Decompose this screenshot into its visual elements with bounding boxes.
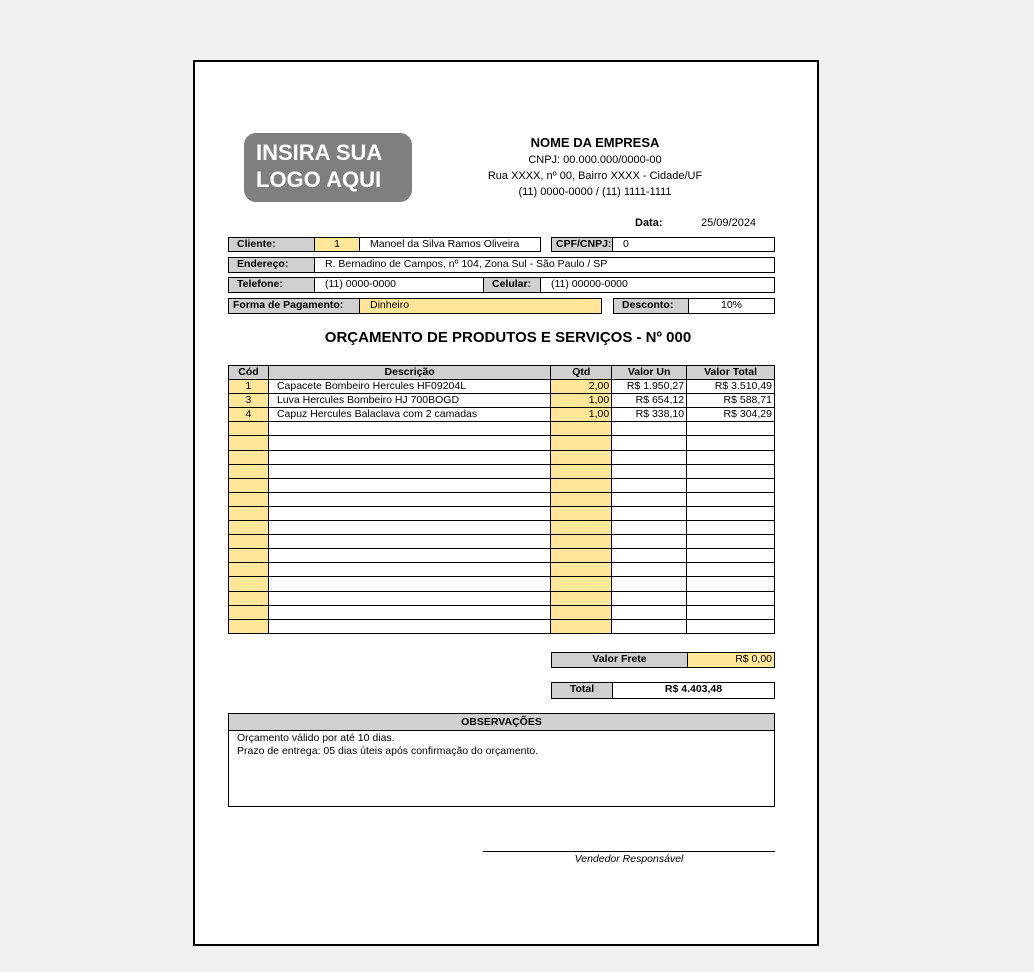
empty-table-row <box>229 591 775 605</box>
cell-valor-un: R$ 1.950,27 <box>612 380 687 394</box>
empty-cell <box>551 577 612 591</box>
total-label: Total <box>551 682 613 699</box>
empty-cell <box>612 549 687 563</box>
freight-value: R$ 0,00 <box>687 652 775 668</box>
empty-cell <box>612 605 687 619</box>
empty-cell <box>268 521 550 535</box>
freight-label: Valor Frete <box>551 652 688 668</box>
payment-value: Dinheiro <box>359 298 602 314</box>
empty-cell <box>268 506 550 520</box>
empty-table-row <box>229 605 775 619</box>
total-value: R$ 4.403,48 <box>612 682 775 699</box>
empty-cell <box>551 464 612 478</box>
empty-cell <box>229 619 269 633</box>
cell-cod: 3 <box>229 394 269 408</box>
company-name: NOME DA EMPRESA <box>530 135 660 150</box>
address-label: Endereço: <box>228 257 315 273</box>
cell-valor-total: R$ 3.510,49 <box>687 380 775 394</box>
company-cnpj: CNPJ: 00.000.000/0000-00 <box>528 154 662 166</box>
empty-cell <box>268 619 550 633</box>
empty-cell <box>612 563 687 577</box>
empty-cell <box>229 563 269 577</box>
empty-cell <box>229 450 269 464</box>
date-value: 25/09/2024 <box>701 217 757 229</box>
empty-cell <box>612 478 687 492</box>
empty-cell <box>687 478 775 492</box>
empty-cell <box>229 535 269 549</box>
empty-cell <box>612 521 687 535</box>
empty-cell <box>268 591 550 605</box>
quote-document <box>193 60 819 946</box>
empty-cell <box>687 605 775 619</box>
empty-cell <box>268 478 550 492</box>
empty-cell <box>687 619 775 633</box>
empty-cell <box>687 535 775 549</box>
empty-cell <box>268 535 550 549</box>
empty-cell <box>551 619 612 633</box>
empty-cell <box>687 591 775 605</box>
empty-table-row <box>229 422 775 436</box>
client-label: Cliente: <box>228 237 315 252</box>
observation-line-2: Prazo de entrega: 05 dias úteis após confirmação do orçamento. <box>237 745 539 757</box>
empty-cell <box>551 506 612 520</box>
empty-table-row <box>229 450 775 464</box>
empty-cell <box>687 450 775 464</box>
phone-label: Telefone: <box>228 277 315 293</box>
empty-cell <box>268 436 550 450</box>
discount-label: Desconto: <box>613 298 689 314</box>
empty-table-row <box>229 535 775 549</box>
empty-table-row <box>229 563 775 577</box>
company-phones: (11) 0000-0000 / (11) 1111-1111 <box>518 186 672 198</box>
empty-cell <box>268 422 550 436</box>
empty-cell <box>687 492 775 506</box>
empty-cell <box>612 450 687 464</box>
empty-cell <box>268 450 550 464</box>
doc-label: CPF/CNPJ: <box>551 237 613 252</box>
empty-cell <box>687 422 775 436</box>
header-valor-un: Valor Un <box>612 366 687 380</box>
empty-cell <box>551 563 612 577</box>
empty-table-row <box>229 464 775 478</box>
empty-cell <box>229 478 269 492</box>
empty-cell <box>551 521 612 535</box>
cell-descricao: Capacete Bombeiro Hercules HF09204L <box>268 380 550 394</box>
signature-line <box>483 851 775 852</box>
empty-cell <box>229 422 269 436</box>
cell-valor-un: R$ 654,12 <box>612 394 687 408</box>
doc-value: 0 <box>612 237 775 252</box>
items-body <box>229 380 775 634</box>
empty-cell <box>612 619 687 633</box>
client-name: Manoel da Silva Ramos Oliveira <box>359 237 541 252</box>
payment-label: Forma de Pagamento: <box>228 298 360 314</box>
signature-label: Vendedor Responsável <box>574 853 684 865</box>
document-title: ORÇAMENTO DE PRODUTOS E SERVIÇOS - Nº 000 <box>324 329 692 346</box>
empty-cell <box>229 436 269 450</box>
cell-cod: 4 <box>229 408 269 422</box>
empty-cell <box>229 492 269 506</box>
cell-valor-un: R$ 338,10 <box>612 408 687 422</box>
cell-cod: 1 <box>229 380 269 394</box>
empty-cell <box>612 492 687 506</box>
empty-cell <box>229 521 269 535</box>
logo-line-2: LOGO AQUI <box>256 167 382 192</box>
empty-cell <box>551 605 612 619</box>
empty-cell <box>551 478 612 492</box>
cell-label: Celular: <box>483 277 541 293</box>
cell-valor-total: R$ 304,29 <box>687 408 775 422</box>
cell-value: (11) 00000-0000 <box>540 277 775 293</box>
empty-cell <box>268 605 550 619</box>
observations-title: OBSERVAÇÕES <box>229 714 774 731</box>
empty-cell <box>229 506 269 520</box>
empty-table-row <box>229 549 775 563</box>
observation-line-1: Orçamento válido por até 10 dias. <box>237 732 395 744</box>
empty-cell <box>687 436 775 450</box>
cell-valor-total: R$ 588,71 <box>687 394 775 408</box>
empty-cell <box>687 549 775 563</box>
empty-cell <box>612 506 687 520</box>
empty-cell <box>551 436 612 450</box>
empty-cell <box>612 436 687 450</box>
empty-cell <box>551 492 612 506</box>
items-table <box>228 365 775 634</box>
empty-table-row <box>229 577 775 591</box>
cell-descricao: Luva Hercules Bombeiro HJ 700BOGD <box>268 394 550 408</box>
header-descricao: Descrição <box>268 366 550 380</box>
table-row <box>229 394 775 408</box>
observations-box <box>228 713 775 807</box>
date-label: Data: <box>635 217 663 229</box>
cell-descricao: Capuz Hercules Balaclava com 2 camadas <box>268 408 550 422</box>
logo-line-1: INSIRA SUA <box>256 140 383 165</box>
empty-cell <box>551 591 612 605</box>
logo-placeholder <box>244 133 412 202</box>
client-id: 1 <box>314 237 360 252</box>
empty-cell <box>229 549 269 563</box>
empty-cell <box>229 577 269 591</box>
table-header-row <box>229 366 775 380</box>
empty-cell <box>551 549 612 563</box>
empty-cell <box>551 422 612 436</box>
phone-value: (11) 0000-0000 <box>314 277 484 293</box>
discount-value: 10% <box>688 298 775 314</box>
empty-cell <box>687 521 775 535</box>
cell-qtd: 1,00 <box>551 394 612 408</box>
empty-cell <box>551 535 612 549</box>
empty-cell <box>687 506 775 520</box>
empty-cell <box>229 591 269 605</box>
empty-table-row <box>229 478 775 492</box>
empty-table-row <box>229 521 775 535</box>
table-row <box>229 408 775 422</box>
empty-cell <box>612 535 687 549</box>
empty-cell <box>687 563 775 577</box>
cell-qtd: 1,00 <box>551 408 612 422</box>
empty-cell <box>268 563 550 577</box>
company-info <box>445 134 745 200</box>
header-cod: Cód <box>229 366 269 380</box>
empty-cell <box>687 577 775 591</box>
empty-cell <box>551 450 612 464</box>
address-value: R. Bernadino de Campos, nº 104, Zona Sul - São Paulo / SP <box>314 257 775 273</box>
empty-cell <box>612 422 687 436</box>
empty-cell <box>612 591 687 605</box>
cell-qtd: 2,00 <box>551 380 612 394</box>
empty-table-row <box>229 492 775 506</box>
empty-table-row <box>229 619 775 633</box>
empty-cell <box>268 492 550 506</box>
empty-table-row <box>229 506 775 520</box>
empty-table-row <box>229 436 775 450</box>
empty-cell <box>268 464 550 478</box>
empty-cell <box>612 577 687 591</box>
empty-cell <box>268 577 550 591</box>
empty-cell <box>229 605 269 619</box>
empty-cell <box>229 464 269 478</box>
empty-cell <box>268 549 550 563</box>
table-row <box>229 380 775 394</box>
empty-cell <box>612 464 687 478</box>
empty-cell <box>687 464 775 478</box>
header-valor-total: Valor Total <box>687 366 775 380</box>
header-qtd: Qtd <box>551 366 612 380</box>
company-address: Rua XXXX, nº 00, Bairro XXXX - Cidade/UF <box>487 170 703 182</box>
